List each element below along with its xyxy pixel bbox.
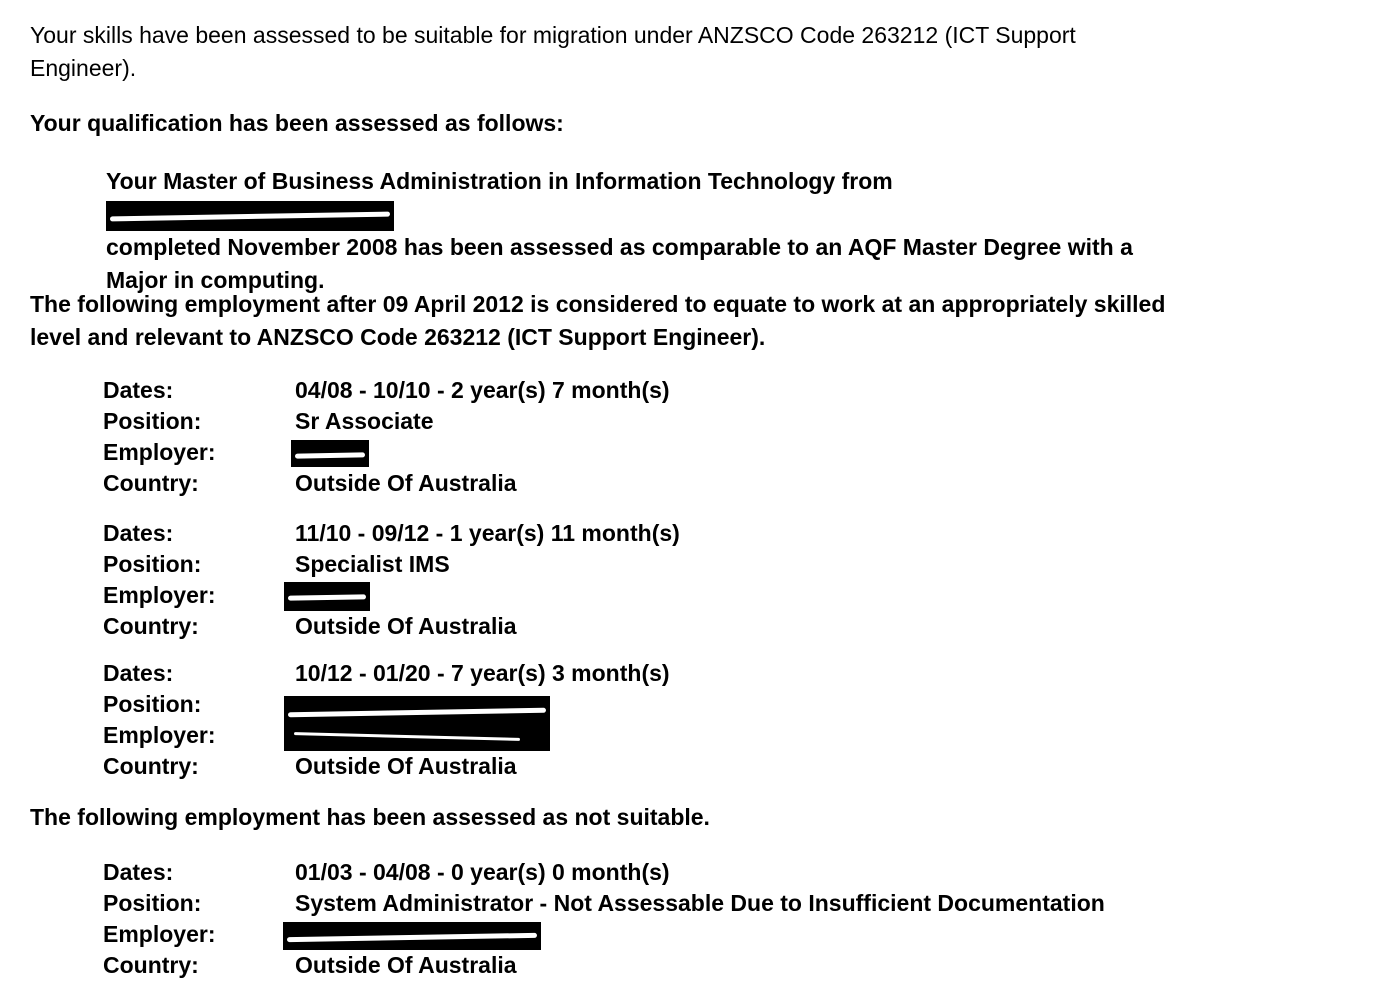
employer-label: Employer: — [103, 722, 216, 748]
employment-entry — [103, 857, 1105, 981]
employer-value — [295, 580, 680, 611]
dates-value: 10/12 - 01/20 - 7 year(s) 3 month(s) — [295, 660, 670, 686]
intro-paragraph: Your skills have been assessed to be suitable for migration under ANZSCO Code 263212 (ICT Support Engineer). — [30, 22, 1076, 81]
dates-label: Dates: — [103, 660, 174, 686]
employer-label: Employer: — [103, 439, 216, 465]
employer-value — [295, 437, 670, 468]
country-label: Country: — [103, 952, 199, 978]
qualification-text-after: completed November 2008 has been assessed as comparable to an AQF Master Degree with a Major in computing. — [106, 234, 1133, 293]
redacted-university — [106, 201, 394, 231]
country-label: Country: — [103, 613, 199, 639]
suitable-employment-heading: The following employment after 09 April 2012 is considered to equate to work at an appropriately skilled level and relevant to ANZSCO Code 263212 (ICT Support Engineer). — [30, 291, 1166, 350]
employment-entry — [103, 375, 670, 499]
country-label: Country: — [103, 753, 199, 779]
redacted-employer — [283, 922, 541, 950]
employer-label: Employer: — [103, 921, 216, 947]
country-value: Outside Of Australia — [295, 470, 517, 496]
not-suitable-heading: The following employment has been assessed as not suitable. — [30, 804, 710, 830]
dates-value: 11/10 - 09/12 - 1 year(s) 11 month(s) — [295, 520, 680, 546]
dates-value: 01/03 - 04/08 - 0 year(s) 0 month(s) — [295, 859, 670, 885]
redacted-position-employer — [284, 696, 550, 751]
qualification-text-before: Your Master of Business Administration in Information Technology from — [106, 168, 893, 194]
position-label: Position: — [103, 408, 202, 434]
position-label: Position: — [103, 551, 202, 577]
redacted-employer — [291, 440, 369, 467]
employment-entry — [103, 518, 680, 642]
dates-label: Dates: — [103, 520, 174, 546]
country-label: Country: — [103, 470, 199, 496]
employment-entry — [103, 658, 670, 782]
position-value: Specialist IMS — [295, 551, 450, 577]
employer-label: Employer: — [103, 582, 216, 608]
country-value: Outside Of Australia — [295, 952, 517, 978]
position-value: System Administrator - Not Assessable Due to Insufficient Documentation — [295, 890, 1105, 916]
position-value: Sr Associate — [295, 408, 434, 434]
qualification-text — [106, 165, 1166, 297]
employer-value — [295, 919, 1105, 950]
position-label: Position: — [103, 691, 202, 717]
country-value: Outside Of Australia — [295, 753, 517, 779]
redacted-employer — [284, 582, 370, 611]
country-value: Outside Of Australia — [295, 613, 517, 639]
dates-label: Dates: — [103, 859, 174, 885]
dates-label: Dates: — [103, 377, 174, 403]
dates-value: 04/08 - 10/10 - 2 year(s) 7 month(s) — [295, 377, 670, 403]
qualification-heading: Your qualification has been assessed as follows: — [30, 110, 564, 136]
position-label: Position: — [103, 890, 202, 916]
